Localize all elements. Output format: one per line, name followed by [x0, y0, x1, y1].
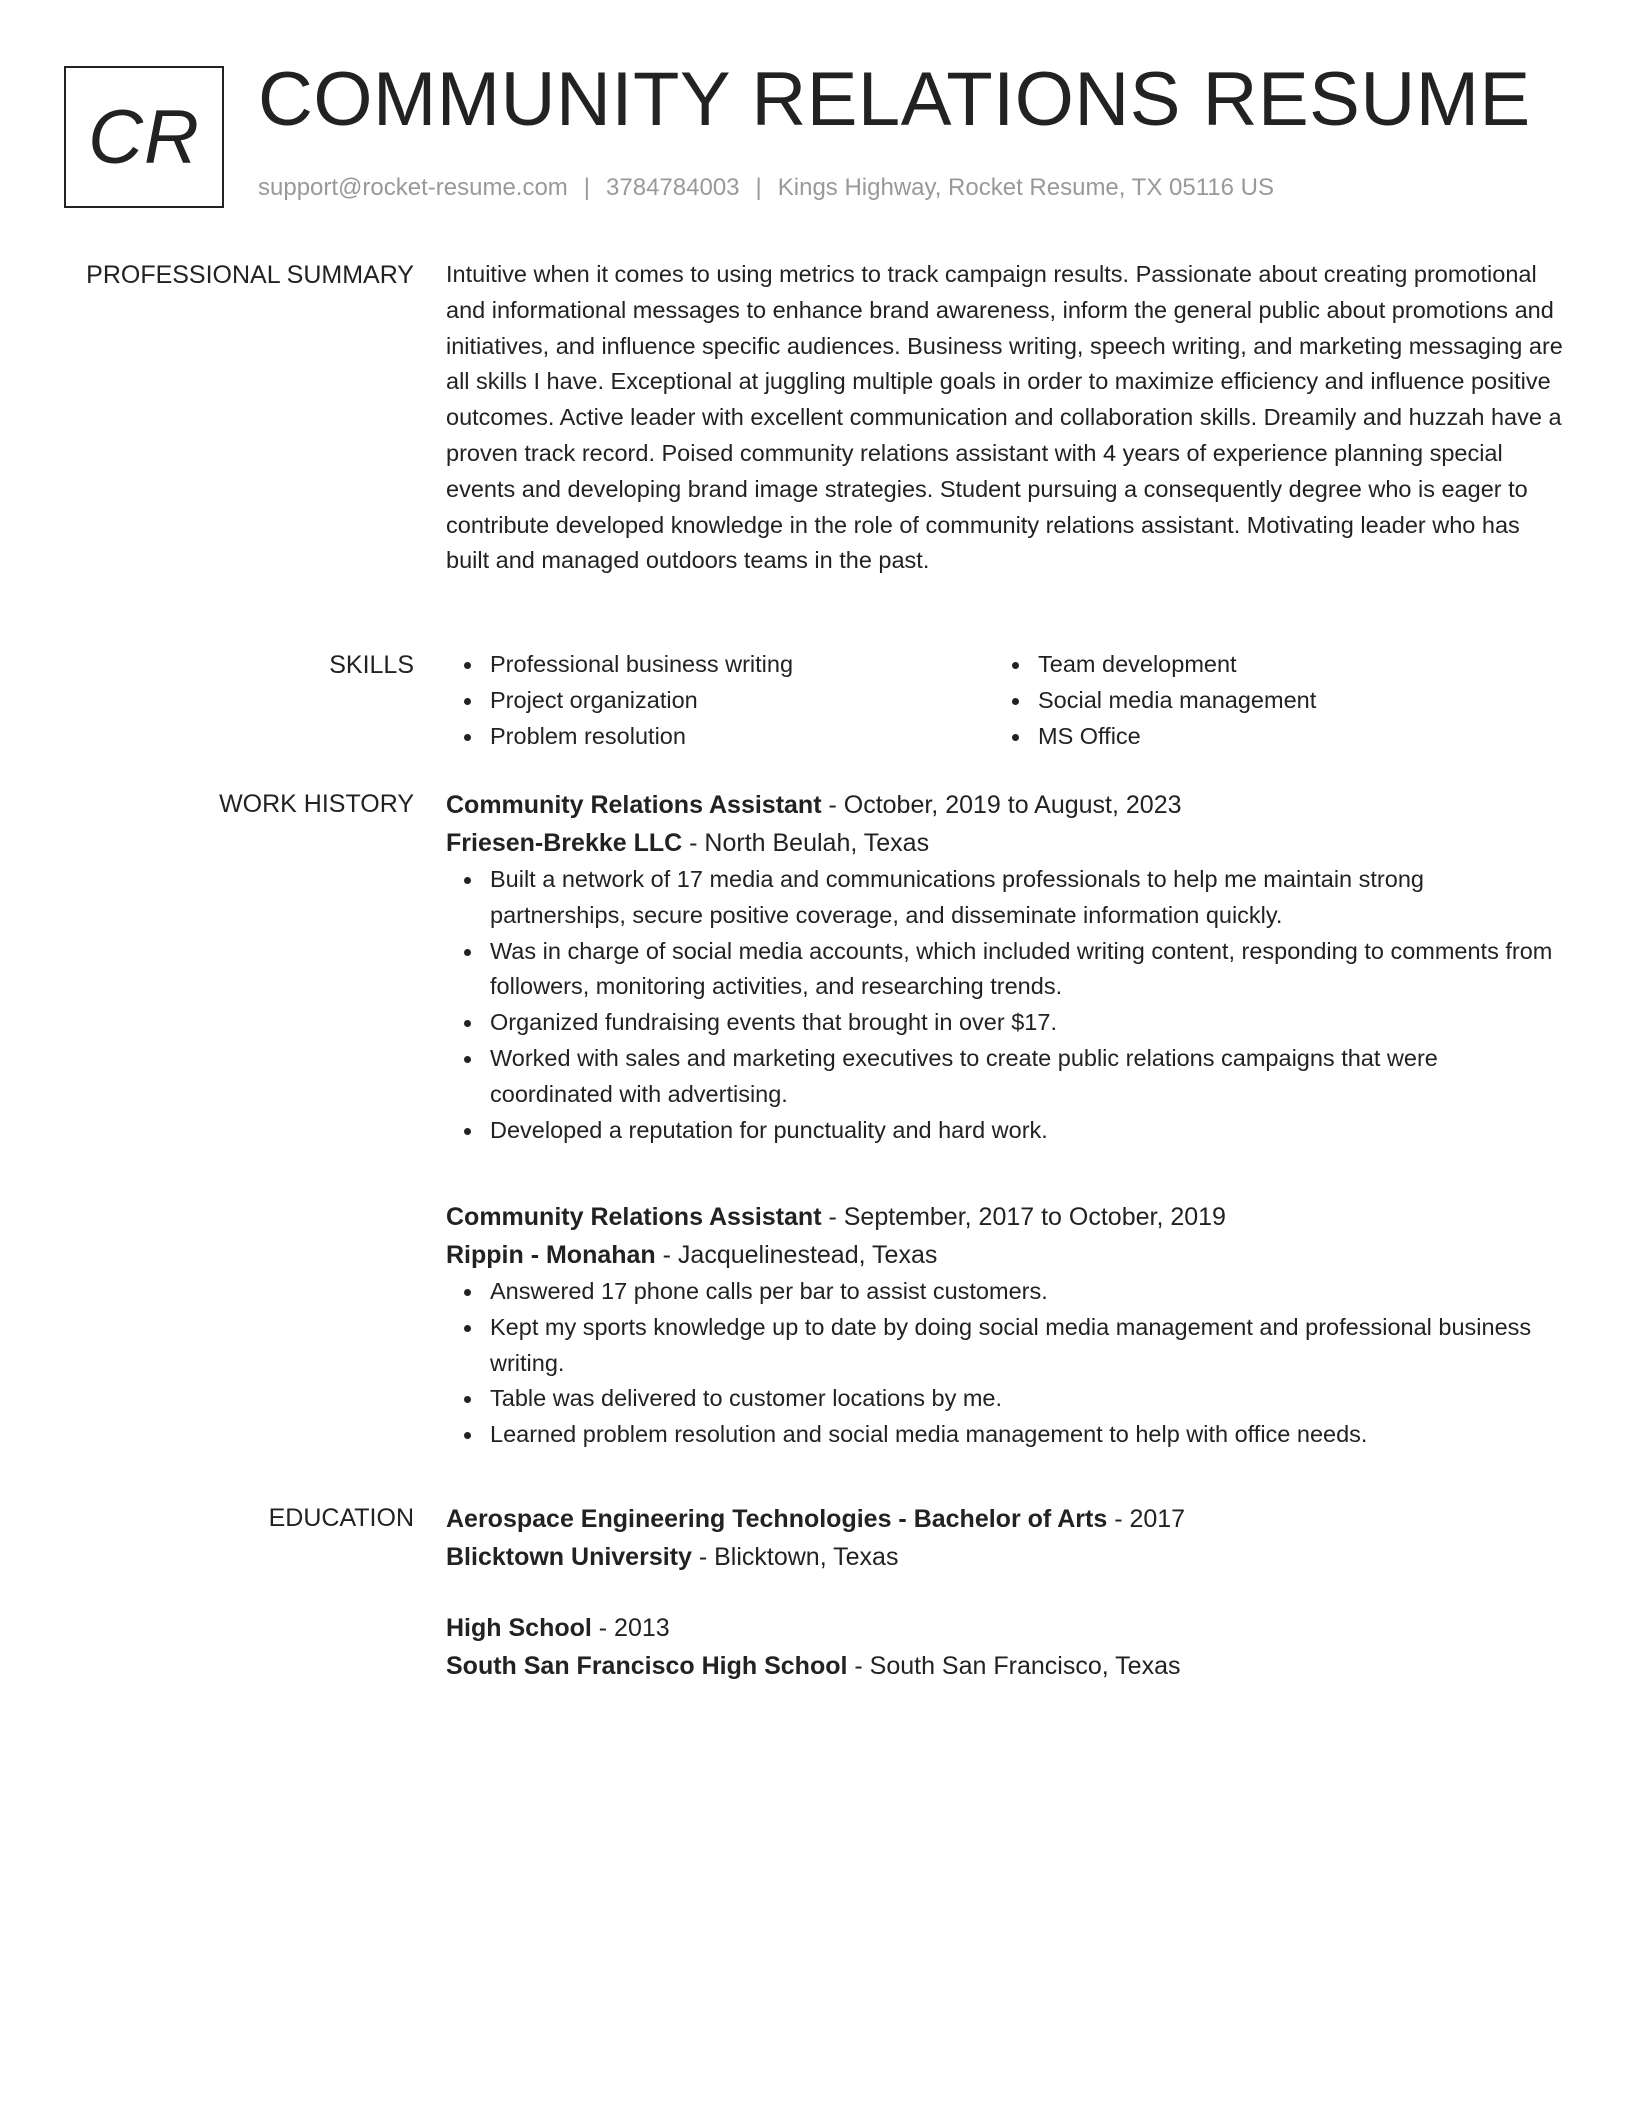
- skill-item: Problem resolution: [490, 719, 994, 755]
- contact-line: [258, 174, 1274, 202]
- monogram-logo: [64, 66, 224, 208]
- job-bullet: Was in charge of social media accounts, which included writing content, responding to comments from followers, monitoring activities, and researching trends.: [490, 934, 1564, 1006]
- job-company-line: [446, 824, 1564, 862]
- skill-item: MS Office: [1038, 719, 1542, 755]
- job-dates: - October, 2019 to August, 2023: [821, 791, 1182, 819]
- summary-text: Intuitive when it comes to using metrics to track campaign results. Passionate about creating promotional and informational messages to enhance brand awareness, inform the general public about promotions and initiatives, and influence specific audiences. Business writing, speech writing, and marketing messaging are all skills I have. Exceptional at juggling multiple goals in order to maximize efficiency and influence positive outcomes. Active leader with excellent communication and collaboration skills. Dreamily and huzzah have a proven track record. Poised community relations assistant with 4 years of experience planning special events and developing brand image strategies. Student pursuing a consequently degree who is eager to contribute developed knowledge in the role of community relations assistant. Motivating leader who has built and managed outdoors teams in the past.: [446, 261, 1563, 574]
- skills-heading: SKILLS: [329, 651, 414, 679]
- resume-title: COMMUNITY RELATIONS RESUME: [258, 57, 1531, 142]
- job-bullet: Answered 17 phone calls per bar to assist customers.: [490, 1274, 1564, 1310]
- job-bullets: [446, 1274, 1564, 1453]
- skills-column-left: [446, 647, 994, 754]
- education-entry: [446, 1609, 1564, 1685]
- job-dates: - September, 2017 to October, 2019: [821, 1203, 1226, 1231]
- job-location: - North Beulah, Texas: [682, 829, 930, 857]
- job-bullet: Table was delivered to customer locations by me.: [490, 1381, 1564, 1417]
- skill-item: Project organization: [490, 683, 994, 719]
- job-company: Friesen-Brekke LLC: [446, 829, 683, 857]
- job-title-line: [446, 786, 1564, 824]
- job-company-line: [446, 1236, 1564, 1274]
- job-bullets: [446, 862, 1564, 1148]
- education-school: South San Francisco High School: [446, 1652, 848, 1680]
- education-degree-line: [446, 1500, 1564, 1538]
- job-entry: [446, 786, 1564, 1148]
- job-bullet: Kept my sports knowledge up to date by doing social media management and professional business writing.: [490, 1310, 1564, 1382]
- job-bullet: Learned problem resolution and social media management to help with office needs.: [490, 1417, 1564, 1453]
- job-bullet: Built a network of 17 media and communications professionals to help me maintain strong partnerships, secure positive coverage, and disseminate information quickly.: [490, 862, 1564, 934]
- job-bullet: Developed a reputation for punctuality and hard work.: [490, 1113, 1564, 1149]
- contact-email[interactable]: support@rocket-resume.com: [258, 174, 568, 201]
- job-bullet: Worked with sales and marketing executives to create public relations campaigns that were coordinated with advertising.: [490, 1041, 1564, 1113]
- education-degree-line: [446, 1609, 1564, 1647]
- job-location: - Jacquelinestead, Texas: [655, 1241, 938, 1269]
- contact-separator: |: [583, 174, 591, 201]
- education-school: Blicktown University: [446, 1543, 692, 1571]
- education-degree: High School: [446, 1614, 592, 1642]
- job-title: Community Relations Assistant: [446, 1203, 822, 1231]
- job-bullet: Organized fundraising events that brought in over $17.: [490, 1005, 1564, 1041]
- skills-grid: [446, 647, 1564, 754]
- contact-phone[interactable]: 3784784003: [606, 174, 740, 201]
- work-history-heading: WORK HISTORY: [219, 790, 414, 818]
- education-location: - Blicktown, Texas: [691, 1543, 899, 1571]
- education-school-line: [446, 1538, 1564, 1576]
- education-degree: Aerospace Engineering Technologies - Bachelor of Arts: [446, 1505, 1108, 1533]
- contact-address: Kings Highway, Rocket Resume, TX 05116 US: [777, 174, 1274, 201]
- contact-separator: |: [755, 174, 762, 201]
- job-title: Community Relations Assistant: [446, 791, 822, 819]
- education-entry: [446, 1500, 1564, 1576]
- skill-item: Social media management: [1038, 683, 1542, 719]
- skills-column-right: [994, 647, 1542, 754]
- education-heading: EDUCATION: [268, 1504, 414, 1532]
- job-entry: [446, 1198, 1564, 1453]
- education-location: - South San Francisco, Texas: [847, 1652, 1181, 1680]
- skill-item: Professional business writing: [490, 647, 994, 683]
- skill-item: Team development: [1038, 647, 1542, 683]
- job-company: Rippin - Monahan: [446, 1241, 656, 1269]
- education-year: - 2017: [1107, 1505, 1186, 1533]
- job-title-line: [446, 1198, 1564, 1236]
- monogram-initials: CR: [88, 94, 200, 180]
- education-school-line: [446, 1647, 1564, 1685]
- summary-heading: PROFESSIONAL SUMMARY: [86, 261, 414, 289]
- education-year: - 2013: [591, 1614, 670, 1642]
